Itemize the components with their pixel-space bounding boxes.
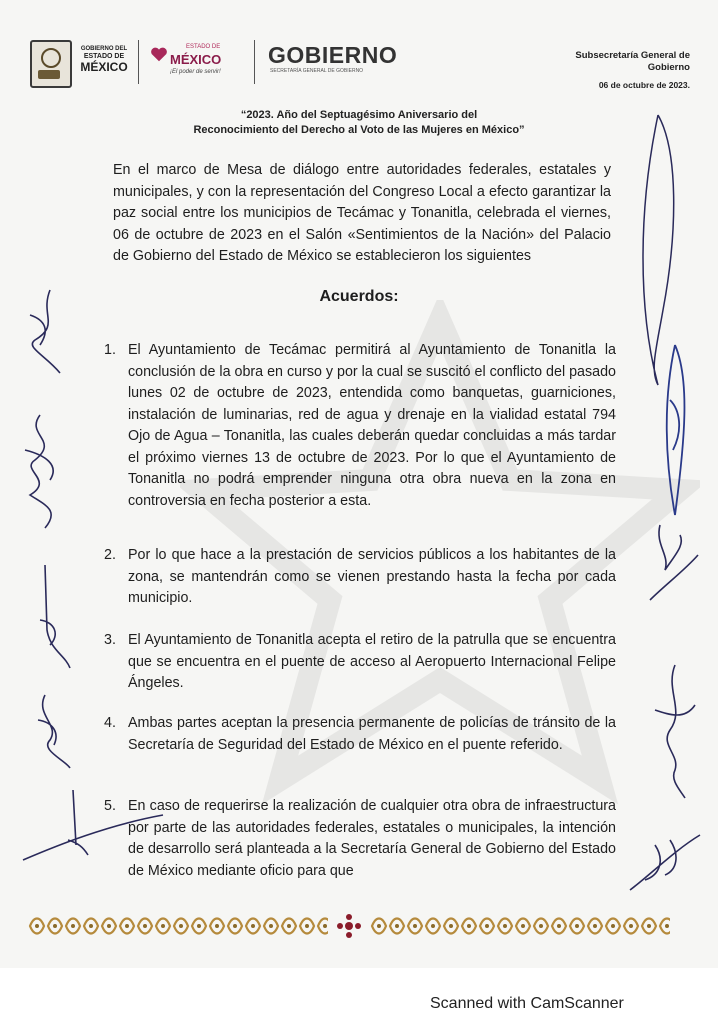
motto-line1: “2023. Año del Septuagésimo Aniversario del (240, 109, 478, 121)
agreement-number: 3. (104, 632, 116, 648)
signature-mark (30, 690, 80, 770)
state-seal-icon (30, 40, 72, 88)
agreement-text: Por lo que hace a la prestación de servicios públicos a los habitantes de la zona, se mantendrán como se vienen prestando hasta la fecha por cada municipio. (128, 547, 616, 606)
signature-mark (18, 785, 168, 865)
header-divider (138, 40, 139, 84)
edomex-logo (148, 42, 243, 84)
state-label-line3: MÉXICO (80, 60, 128, 74)
gobierno-title: GOBIERNO (268, 42, 398, 68)
edomex-big-label: MÉXICO (170, 52, 222, 67)
state-government-label (74, 46, 134, 73)
signature-mark (25, 560, 75, 670)
intro-paragraph: En el marco de Mesa de diálogo entre autoridades federales, estatales y municipales, y con la representación del Congreso Local a efecto garantizar la paz social entre los municipios de Tecámac y Tonanitla, celebrada el viernes, 06 de octubre de 2023 en el Salón «Sentimientos de la Nación» del Palacio de Gobierno del Estado de México se establecieron los siguientes (113, 162, 611, 264)
agreement-text: El Ayuntamiento de Tonanitla acepta el retiro de la patrulla que se encuentra que se encuentra en el puente de acceso al Aeropuerto Internacional Felipe Ángeles. (128, 632, 616, 691)
gobierno-subtitle: SECRETARÍA GENERAL DE GOBIERNO (270, 68, 364, 74)
agreement-number: 5. (104, 798, 116, 814)
state-label-line2: ESTADO DE (83, 53, 125, 60)
edomex-tagline: ¡El poder de servir! (170, 69, 221, 75)
decorative-border-icon (28, 912, 670, 940)
signature-mark (20, 285, 72, 375)
heart-icon (150, 46, 168, 64)
agreement-number: 2. (104, 547, 116, 563)
subsecretaria-label (530, 50, 690, 74)
signature-mark (15, 410, 75, 530)
agreement-text: El Ayuntamiento de Tecámac permitirá al Ayuntamiento de Tonanitla la conclusión de la obra en curso y por la cual se suscitó el conflicto del pasado lunes 02 de octubre de 2023, entendida como banquetas, guarniciones, instalación de luminarias, red de agua y drenaje en la vialidad estatal 794 Ojo de Agua – Tonanitla, las cuales deberán quedar concluidas a más tardar el próximo viernes 13 de octubre de 2023. Por lo que el Ayuntamiento de Tonanitla no podrá emprender ninguna otra obra nueva en la zona en controversia en fecha posterior a esta. (128, 342, 616, 509)
subsecretaria-line1: Subsecretaría General de (575, 50, 690, 61)
signature-mark (625, 825, 705, 895)
agreement-number: 4. (104, 715, 116, 731)
official-motto (0, 108, 718, 138)
document-date: 06 de octubre de 2023. (598, 80, 690, 90)
scanner-watermark-text: Scanned with CamScanner (430, 995, 624, 1012)
signature-mark (645, 660, 700, 800)
state-label-line1: GOBIERNO DEL (80, 46, 128, 52)
letterhead (30, 38, 690, 88)
agreement-number: 1. (104, 342, 116, 358)
subsecretaria-line2: Gobierno (647, 62, 690, 73)
edomex-small-label: ESTADO DE (186, 44, 221, 50)
header-divider (254, 40, 255, 84)
signature-mark (640, 515, 700, 605)
motto-line2: Reconocimiento del Derecho al Voto de las Mujeres en México” (193, 124, 525, 136)
signature-mark (655, 340, 695, 520)
agreement-text: Ambas partes aceptan la presencia permanente de policías de tránsito de la Secretaría de Seguridad del Estado de México en el puente referido. (128, 715, 616, 753)
agreement-text: En caso de requerirse la realización de cualquier otra obra de infraestructura por parte de las autoridades federales, estatales o municipales, la intención de desarrollo será planteada a la Secretaría General de Gobierno del Estado de México mediante oficio para que (128, 798, 616, 879)
acuerdos-heading: Acuerdos: (319, 288, 399, 305)
